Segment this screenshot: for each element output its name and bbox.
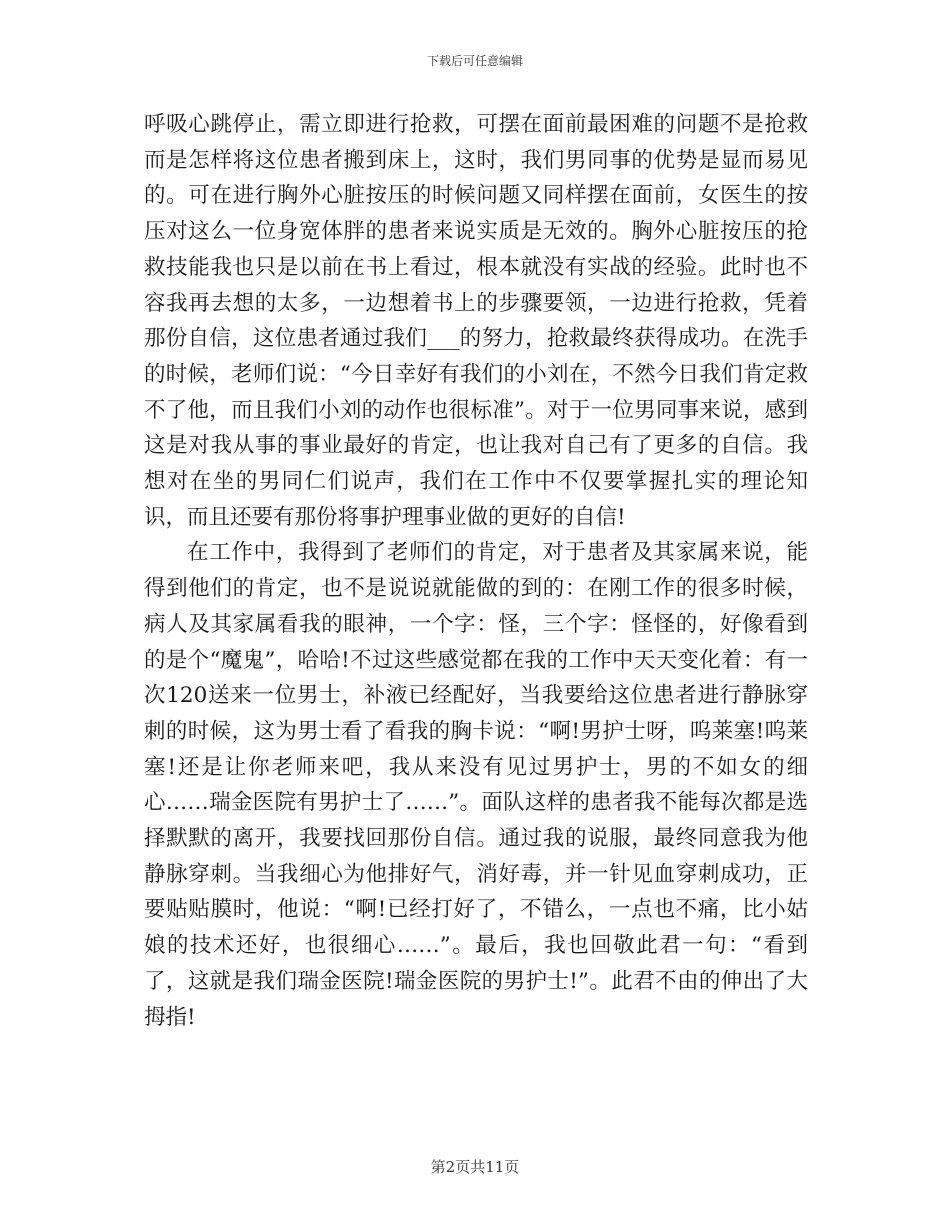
document-body	[144, 107, 808, 1035]
page-header: 下载后可任意编辑	[426, 54, 523, 68]
paragraph: 呼吸心跳停止，需立即进行抢救，可摆在面前最困难的问题不是抢救而是怎样将这位患者搬到床上，这时，我们男同事的优势是显而易见的。可在进行胸外心脏按压的时候问题又同样摆在面前，女医生的按压对这么一位身宽体胖的患者来说实质是无效的。胸外心脏按压的抢救技能我也只是以前在书上看过，根本就没有实战的经验。此时也不容我再去想的太多，一边想着书上的步骤要领，一边进行抢救，凭着那份自信，这位患者通过我们___的努力，抢救最终获得成功。在洗手的时候，老师们说：“今日幸好有我们的小刘在，不然今日我们肯定救不了他，而且我们小刘的动作也很标准”。对于一位男同事来说，感到这是对我从事的事业最好的肯定，也让我对自己有了更多的自信。我想对在坐的男同仁们说声，我们在工作中不仅要掌握扎实的理论知识，而且还要有那份将事护理事业做的更好的自信!	[144, 112, 808, 530]
paragraph: 在工作中，我得到了老师们的肯定，对于患者及其家属来说，能得到他们的肯定，也不是说说就能做的到的：在刚工作的很多时候，病人及其家属看我的眼神，一个字：怪，三个字：怪怪的，好像看到的是个“魔鬼”，哈哈!不过这些感觉都在我的工作中天天变化着：有一次120送来一位男士，补液已经配好，当我要给这位患者进行静脉穿刺的时候，这为男士看了看我的胸卡说：“啊!男护士呀，呜莱塞!呜莱塞!还是让你老师来吧，我从来没有见过男护士，男的不如女的细心……瑞金医院有男护士了……”。面队这样的患者我不能每次都是选择默默的离开，我要找回那份自信。通过我的说服，最终同意我为他静脉穿刺。当我细心为他排好气，消好毒，并一针见血穿刺成功，正要贴贴膜时，他说：“啊!已经打好了，不错么，一点也不痛，比小姑娘的技术还好，也很细心……”。最后，我也回敬此君一句：“看到了，这就是我们瑞金医院!瑞金医院的男护士!”。此君不由的伸出了大拇指!	[144, 540, 808, 1030]
page-footer: 第2页共11页	[430, 1158, 520, 1176]
